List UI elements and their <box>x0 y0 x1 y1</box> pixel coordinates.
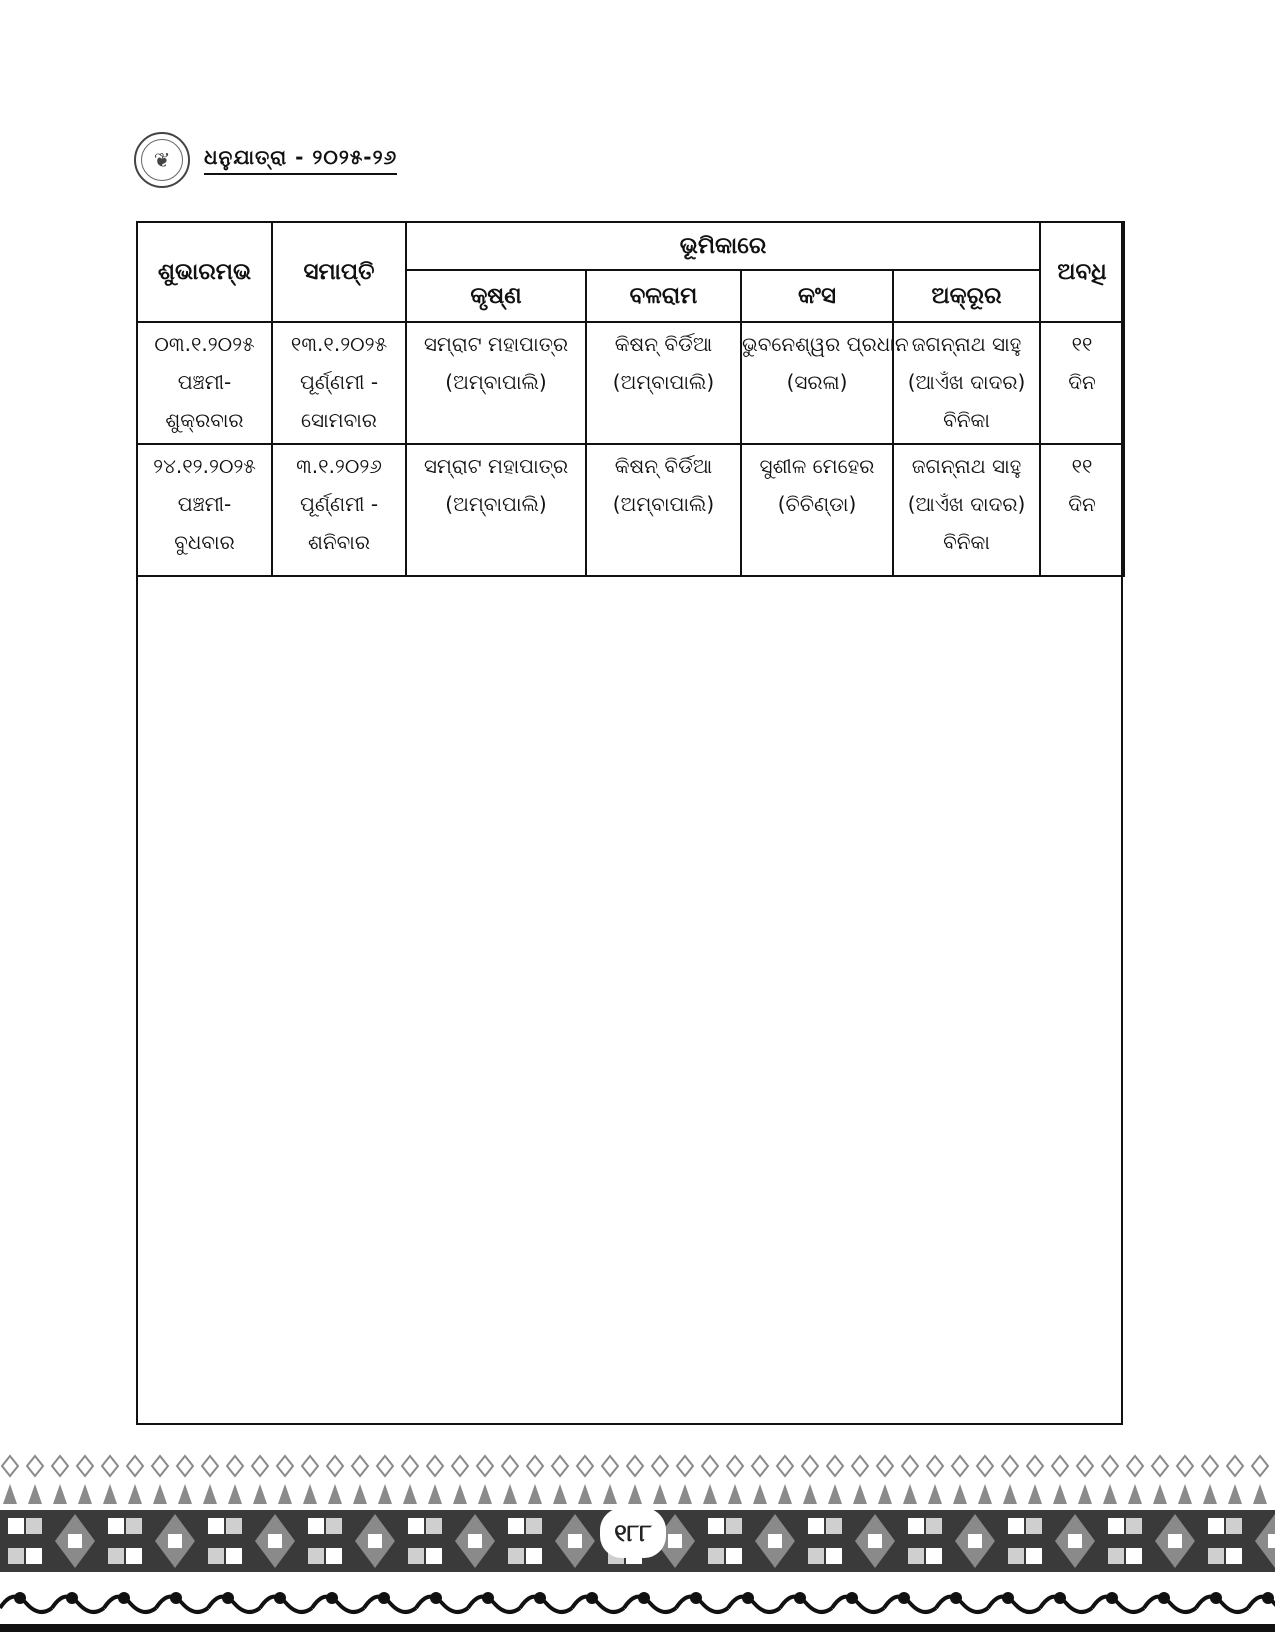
triangle-mark <box>328 1484 342 1504</box>
triangle-mark <box>1053 1484 1067 1504</box>
checker-mark <box>708 1518 724 1534</box>
wave-mark <box>898 1592 910 1604</box>
checker-mark <box>208 1518 224 1534</box>
triangle-mark <box>1203 1484 1217 1504</box>
checker-mark <box>368 1534 382 1548</box>
checker-mark <box>568 1534 582 1548</box>
cell-line: ୦୩.୧.୨୦୨୫ <box>154 332 255 356</box>
triangle-mark <box>1078 1484 1092 1504</box>
cell-line: ପୂର୍ଣ୍ଣମୀ - <box>299 492 379 516</box>
cell-line: ଦିନ <box>1068 492 1096 516</box>
checker-mark <box>1226 1518 1242 1534</box>
triangle-mark <box>678 1484 692 1504</box>
diamond-mark <box>377 1456 393 1476</box>
checker-mark <box>1026 1518 1042 1534</box>
wave-mark <box>624 1597 676 1612</box>
diamond-mark <box>627 1456 643 1476</box>
triangle-mark <box>878 1484 892 1504</box>
wave-mark <box>468 1597 520 1612</box>
checker-mark <box>1126 1548 1142 1564</box>
cell-line: ସମ୍ରାଟ ମହାପାତ୍ର <box>423 332 569 356</box>
cell-line: ପଞ୍ଚମୀ- <box>177 492 232 516</box>
wave-mark <box>1040 1597 1092 1612</box>
diamond-mark <box>977 1456 993 1476</box>
checker-mark <box>1008 1518 1024 1534</box>
wave-mark <box>1054 1592 1066 1604</box>
triangle-mark <box>753 1484 767 1504</box>
diamond-mark <box>227 1456 243 1476</box>
diamond-mark <box>1202 1456 1218 1476</box>
page-header <box>134 130 397 190</box>
cell-line: (ଅମ୍ବାପାଲି) <box>612 492 715 516</box>
diamond-mark <box>1077 1456 1093 1476</box>
triangle-mark <box>28 1484 42 1504</box>
wave-mark <box>416 1597 468 1612</box>
triangle-mark <box>728 1484 742 1504</box>
checker-mark <box>1168 1534 1182 1548</box>
cell-line: ୨୪.୧୨.୨୦୨୫ <box>153 454 256 478</box>
bottom-rule <box>0 1624 1275 1632</box>
checker-mark <box>1226 1548 1242 1564</box>
triangle-mark <box>378 1484 392 1504</box>
checker-mark <box>668 1534 682 1548</box>
diamond-mark <box>452 1456 468 1476</box>
checker-mark <box>726 1518 742 1534</box>
diamond-mark <box>552 1456 568 1476</box>
wave-mark <box>846 1592 858 1604</box>
cell-line: କିଷନ୍ ବିର୍ଡିଆ <box>614 332 713 356</box>
cell-line: (ଅମ୍ବାପାଲି) <box>445 370 547 394</box>
checker-mark <box>526 1548 542 1564</box>
checker-mark <box>326 1518 342 1534</box>
diamond-mark <box>1152 1456 1168 1476</box>
triangle-mark <box>703 1484 717 1504</box>
checker-mark <box>908 1548 924 1564</box>
diamond-mark <box>802 1456 818 1476</box>
wave-mark <box>0 1597 52 1612</box>
cell-line: ଶନିବାର <box>307 530 371 554</box>
checker-mark <box>1208 1548 1224 1564</box>
triangle-mark <box>853 1484 867 1504</box>
checker-mark <box>168 1534 182 1548</box>
triangle-mark <box>453 1484 467 1504</box>
triangle-mark <box>803 1484 817 1504</box>
triangle-mark <box>303 1484 317 1504</box>
diamond-mark <box>827 1456 843 1476</box>
wave-mark <box>586 1592 598 1604</box>
cell-akrura <box>893 444 1040 576</box>
checker-mark <box>126 1548 142 1564</box>
table-row <box>137 322 1124 444</box>
cell-line: (ଆଏଁଖ ଦାଦର) <box>907 370 1026 394</box>
cell-line: ୧୧ <box>1071 332 1093 356</box>
triangle-mark <box>253 1484 267 1504</box>
header-roles-group <box>406 222 1040 270</box>
diamond-mark <box>402 1456 418 1476</box>
cell-line: ଭୁବନେଶ୍ୱର ପ୍ରଧାନ <box>742 332 909 356</box>
cell-balaram <box>586 444 741 576</box>
checker-mark <box>868 1534 882 1548</box>
wave-mark <box>222 1592 234 1604</box>
diamond-mark <box>852 1456 868 1476</box>
wave-mark <box>208 1597 260 1612</box>
wave-mark <box>364 1597 416 1612</box>
triangle-mark <box>528 1484 542 1504</box>
checker-mark <box>68 1534 82 1548</box>
checker-mark <box>1126 1518 1142 1534</box>
checker-mark <box>1208 1518 1224 1534</box>
checker-mark <box>8 1518 24 1534</box>
triangle-mark <box>603 1484 617 1504</box>
wave-mark <box>378 1592 390 1604</box>
cell-duration <box>1040 322 1124 444</box>
diamond-mark <box>152 1456 168 1476</box>
cell-line: ୧୩.୧.୨୦୨୫ <box>290 332 388 356</box>
triangle-mark <box>1103 1484 1117 1504</box>
diamond-mark <box>202 1456 218 1476</box>
checker-mark <box>408 1548 424 1564</box>
wave-mark <box>780 1597 832 1612</box>
cell-line: ଜଗନ୍ନାଥ ସାହୁ <box>911 332 1022 356</box>
diamond-mark <box>1252 1456 1268 1476</box>
checker-mark <box>908 1518 924 1534</box>
diamond-mark <box>652 1456 668 1476</box>
cell-krishna <box>406 444 586 576</box>
cell-end <box>272 322 406 444</box>
wave-mark <box>572 1597 624 1612</box>
triangle-pattern-row <box>3 1484 1267 1504</box>
diamond-mark <box>727 1456 743 1476</box>
cell-akrura <box>893 322 1040 444</box>
checker-mark <box>1026 1548 1042 1564</box>
wave-mark <box>1158 1592 1170 1604</box>
header-balaram: ବଳରାମ <box>586 270 741 322</box>
triangle-mark <box>228 1484 242 1504</box>
cell-line: ଜଗନ୍ନାଥ ସାହୁ <box>911 454 1022 478</box>
checker-mark <box>768 1534 782 1548</box>
cell-line: (ଚିଚିଣ୍ଡା) <box>777 492 857 516</box>
roles-group-label: ଭୂମିକାରେ <box>679 233 767 259</box>
triangle-mark <box>1128 1484 1142 1504</box>
wave-pattern-row <box>0 1592 1275 1612</box>
diamond-mark <box>277 1456 293 1476</box>
checker-mark <box>808 1548 824 1564</box>
diamond-mark <box>1002 1456 1018 1476</box>
diamond-mark <box>327 1456 343 1476</box>
cell-start <box>137 444 272 576</box>
checker-mark <box>26 1548 42 1564</box>
checker-mark <box>8 1548 24 1564</box>
roles-table <box>136 221 1125 577</box>
wave-mark <box>988 1597 1040 1612</box>
wave-mark <box>66 1592 78 1604</box>
checker-mark <box>1108 1548 1124 1564</box>
cell-line: ବିନିକା <box>943 530 990 554</box>
triangle-mark <box>3 1484 17 1504</box>
triangle-mark <box>828 1484 842 1504</box>
diamond-mark <box>102 1456 118 1476</box>
wave-mark <box>430 1592 442 1604</box>
diamond-mark <box>902 1456 918 1476</box>
wave-mark <box>104 1597 156 1612</box>
header-kansa: କଂସ <box>741 270 893 322</box>
triangle-mark <box>1003 1484 1017 1504</box>
triangle-mark <box>1228 1484 1242 1504</box>
wave-mark <box>312 1597 364 1612</box>
diamond-mark <box>52 1456 68 1476</box>
wave-mark <box>1196 1597 1248 1612</box>
wave-mark <box>14 1592 26 1604</box>
diamond-mark <box>1227 1456 1243 1476</box>
triangle-mark <box>1253 1484 1267 1504</box>
triangle-mark <box>928 1484 942 1504</box>
triangle-mark <box>128 1484 142 1504</box>
wave-mark <box>728 1597 780 1612</box>
triangle-mark <box>1153 1484 1167 1504</box>
cell-line: ବିନିକା <box>943 408 990 432</box>
diamond-mark <box>77 1456 93 1476</box>
triangle-mark <box>553 1484 567 1504</box>
wave-mark <box>52 1597 104 1612</box>
diamond-mark <box>2 1456 18 1476</box>
cell-line: (ଅମ୍ବାପାଲି) <box>612 370 715 394</box>
diamond-mark <box>352 1456 368 1476</box>
triangle-mark <box>278 1484 292 1504</box>
diamond-mark <box>677 1456 693 1476</box>
checker-mark <box>108 1518 124 1534</box>
diamond-mark <box>952 1456 968 1476</box>
checker-mark <box>308 1548 324 1564</box>
triangle-mark <box>903 1484 917 1504</box>
cell-kansa <box>741 322 909 444</box>
triangle-mark <box>153 1484 167 1504</box>
diamond-mark <box>877 1456 893 1476</box>
seal-emblem-icon: ❦ <box>153 148 171 172</box>
triangle-mark <box>203 1484 217 1504</box>
diamond-mark <box>1102 1456 1118 1476</box>
checker-mark <box>268 1534 282 1548</box>
cell-line: ଦିନ <box>1068 370 1096 394</box>
checker-mark <box>826 1518 842 1534</box>
wave-mark <box>1092 1597 1144 1612</box>
wave-mark <box>676 1597 728 1612</box>
checker-mark <box>826 1548 842 1564</box>
header-end: ସମାପ୍ତି <box>272 222 406 322</box>
triangle-mark <box>428 1484 442 1504</box>
checker-mark <box>926 1518 942 1534</box>
diamond-mark <box>702 1456 718 1476</box>
triangle-mark <box>178 1484 192 1504</box>
checker-mark <box>808 1518 824 1534</box>
wave-mark <box>936 1597 988 1612</box>
header-start: ଶୁଭାରମ୍ଭ <box>137 222 272 322</box>
checker-mark <box>1008 1548 1024 1564</box>
diamond-mark <box>502 1456 518 1476</box>
triangle-mark <box>578 1484 592 1504</box>
header-duration: ଅବଧି <box>1040 222 1124 322</box>
cell-line: (ଅମ୍ବାପାଲି) <box>445 492 547 516</box>
cell-line: କିଷନ୍ ବିର୍ଡିଆ <box>614 454 713 478</box>
diamond-mark <box>777 1456 793 1476</box>
checker-mark <box>708 1548 724 1564</box>
wave-mark <box>794 1592 806 1604</box>
checker-mark <box>108 1548 124 1564</box>
wave-mark <box>638 1592 650 1604</box>
cell-line: ସୋମବାର <box>301 408 377 432</box>
triangle-mark <box>403 1484 417 1504</box>
checker-mark <box>526 1518 542 1534</box>
diamond-mark <box>927 1456 943 1476</box>
header-krishna: କୃଷ୍ଣ <box>406 270 586 322</box>
checker-mark <box>926 1548 942 1564</box>
cell-line: ସୁଶୀଳ ମେହେର <box>759 454 875 478</box>
wave-mark <box>520 1597 572 1612</box>
checker-mark <box>468 1534 482 1548</box>
checker-mark <box>1108 1518 1124 1534</box>
cell-line: (ସରଳା) <box>786 370 848 394</box>
diamond-mark <box>127 1456 143 1476</box>
triangle-mark <box>1028 1484 1042 1504</box>
cell-line: ବୁଧବାର <box>174 530 235 554</box>
diamond-mark <box>302 1456 318 1476</box>
diamond-mark <box>602 1456 618 1476</box>
checker-mark <box>968 1534 982 1548</box>
triangle-mark <box>953 1484 967 1504</box>
wave-mark <box>1106 1592 1118 1604</box>
checker-mark <box>308 1518 324 1534</box>
triangle-mark <box>103 1484 117 1504</box>
wave-mark <box>742 1592 754 1604</box>
header-akrura: ଅକ୍ରୂର <box>893 270 1040 322</box>
checker-mark <box>508 1518 524 1534</box>
checker-mark <box>26 1518 42 1534</box>
checker-mark <box>726 1548 742 1564</box>
triangle-mark <box>628 1484 642 1504</box>
checker-mark <box>508 1548 524 1564</box>
diamond-mark <box>577 1456 593 1476</box>
wave-mark <box>1262 1592 1274 1604</box>
cell-line: ୩.୧.୨୦୨୬ <box>296 454 382 478</box>
triangle-mark <box>78 1484 92 1504</box>
wave-mark <box>118 1592 130 1604</box>
diamond-mark <box>252 1456 268 1476</box>
diamond-mark <box>1027 1456 1043 1476</box>
wave-mark <box>884 1597 936 1612</box>
diamond-pattern-row <box>2 1456 1268 1476</box>
wave-mark <box>690 1592 702 1604</box>
cell-kansa <box>741 444 893 576</box>
checker-mark <box>1068 1534 1082 1548</box>
triangle-mark <box>53 1484 67 1504</box>
cell-krishna <box>406 322 586 444</box>
wave-mark <box>260 1597 312 1612</box>
diamond-mark <box>752 1456 768 1476</box>
wave-mark <box>1002 1592 1014 1604</box>
cell-line: ପଞ୍ଚମୀ- <box>177 370 232 394</box>
triangle-mark <box>478 1484 492 1504</box>
triangle-mark <box>653 1484 667 1504</box>
cell-duration <box>1040 444 1124 576</box>
page-number: ୧୮୮ <box>600 1508 666 1558</box>
wave-mark <box>170 1592 182 1604</box>
cell-end <box>272 444 406 576</box>
wave-mark <box>482 1592 494 1604</box>
wave-mark <box>1210 1592 1222 1604</box>
diamond-mark <box>177 1456 193 1476</box>
cell-start <box>137 322 272 444</box>
checker-mark <box>408 1518 424 1534</box>
checker-mark <box>426 1518 442 1534</box>
checker-mark <box>426 1548 442 1564</box>
diamond-mark <box>1127 1456 1143 1476</box>
wave-mark <box>534 1592 546 1604</box>
wave-mark <box>950 1592 962 1604</box>
checker-mark <box>126 1518 142 1534</box>
wave-mark <box>832 1597 884 1612</box>
checker-mark <box>226 1518 242 1534</box>
triangle-mark <box>353 1484 367 1504</box>
diamond-mark <box>27 1456 43 1476</box>
diamond-mark <box>1052 1456 1068 1476</box>
cell-line: ଶୁକ୍ରବାର <box>165 408 244 432</box>
wave-mark <box>156 1597 208 1612</box>
cell-line: ସମ୍ରାଟ ମହାପାତ୍ର <box>423 454 569 478</box>
cell-line: ପୂର୍ଣ୍ଣମୀ - <box>299 370 379 394</box>
table-row <box>137 444 1124 576</box>
checker-mark <box>208 1548 224 1564</box>
wave-mark <box>274 1592 286 1604</box>
triangle-mark <box>978 1484 992 1504</box>
cell-line: (ଆଏଁଖ ଦାଦର) <box>907 492 1026 516</box>
triangle-mark <box>503 1484 517 1504</box>
page-title: ଧନୁଯାତ୍ରା - ୨୦୨୫-୨୬ <box>204 145 397 175</box>
checker-mark <box>326 1548 342 1564</box>
checker-mark <box>226 1548 242 1564</box>
diamond-mark <box>477 1456 493 1476</box>
institution-seal-icon <box>134 132 190 188</box>
wave-mark <box>1144 1597 1196 1612</box>
diamond-mark <box>527 1456 543 1476</box>
wave-mark <box>326 1592 338 1604</box>
triangle-mark <box>778 1484 792 1504</box>
triangle-mark <box>1178 1484 1192 1504</box>
checker-mark <box>1268 1534 1275 1548</box>
cell-balaram <box>586 322 741 444</box>
diamond-mark <box>1177 1456 1193 1476</box>
cell-line: ୧୧ <box>1071 454 1093 478</box>
diamond-mark <box>427 1456 443 1476</box>
